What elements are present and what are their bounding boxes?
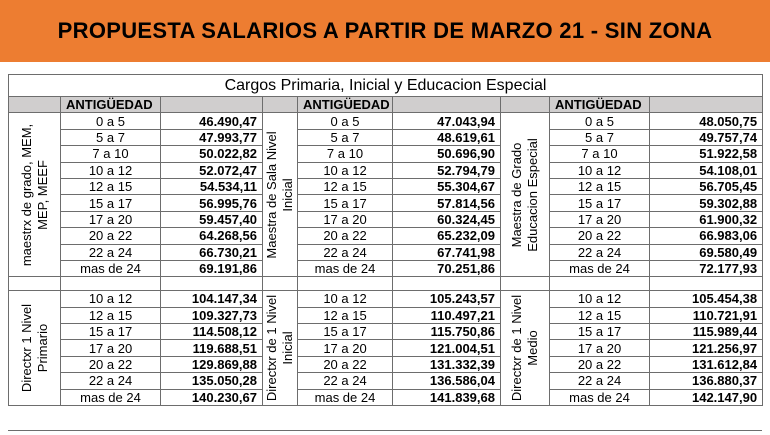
seniority-range: 15 a 17 <box>550 324 650 340</box>
salary-value: 109.327,73 <box>161 307 263 323</box>
seniority-range: mas de 24 <box>298 389 393 405</box>
seniority-range: 0 a 5 <box>550 113 650 129</box>
spacer-cell <box>263 277 298 291</box>
seniority-range: 15 a 17 <box>298 195 393 211</box>
salary-value: 110.497,21 <box>393 307 501 323</box>
table-row <box>9 146 763 162</box>
section-title: Cargos Primaria, Inicial y Educacion Especial <box>9 75 763 97</box>
seniority-range: 10 a 12 <box>550 291 650 307</box>
seniority-range: 7 a 10 <box>550 146 650 162</box>
salary-value: 141.839,68 <box>393 389 501 405</box>
category-label-cell <box>9 113 61 277</box>
salary-value: 69.191,86 <box>161 260 263 276</box>
header-blank-cell <box>161 97 263 113</box>
antiguedad-header: ANTIGÜEDAD <box>298 97 393 113</box>
table-row <box>9 211 763 227</box>
seniority-range: 17 a 20 <box>61 211 161 227</box>
salary-value: 66.730,21 <box>161 244 263 260</box>
salary-value: 51.922,58 <box>650 146 763 162</box>
header-blank-cell <box>393 97 501 113</box>
salary-value: 49.757,74 <box>650 129 763 145</box>
salary-table-body <box>9 75 763 406</box>
spacer-cell <box>61 277 161 291</box>
seniority-range: 10 a 12 <box>298 291 393 307</box>
salary-value: 56.705,45 <box>650 178 763 194</box>
salary-value: 50.696,90 <box>393 146 501 162</box>
salary-value: 119.688,51 <box>161 340 263 356</box>
seniority-range: mas de 24 <box>298 260 393 276</box>
salary-value: 121.256,97 <box>650 340 763 356</box>
salary-value: 52.794,79 <box>393 162 501 178</box>
header-blank-cell <box>650 97 763 113</box>
salary-value: 47.043,94 <box>393 113 501 129</box>
salary-value: 131.612,84 <box>650 356 763 372</box>
salary-value: 129.869,88 <box>161 356 263 372</box>
salary-value: 136.586,04 <box>393 373 501 389</box>
seniority-range: 5 a 7 <box>61 129 161 145</box>
seniority-range: 20 a 22 <box>61 228 161 244</box>
salary-value: 52.072,47 <box>161 162 263 178</box>
table-row <box>9 356 763 372</box>
seniority-range: 22 a 24 <box>61 244 161 260</box>
seniority-range: 17 a 20 <box>61 340 161 356</box>
seniority-range: 12 a 15 <box>61 307 161 323</box>
salary-value: 60.324,45 <box>393 211 501 227</box>
seniority-range: mas de 24 <box>550 260 650 276</box>
salary-value: 56.995,76 <box>161 195 263 211</box>
table-row <box>9 389 763 405</box>
spacer-cell <box>9 277 61 291</box>
salary-value: 140.230,67 <box>161 389 263 405</box>
spacer-cell <box>501 277 550 291</box>
seniority-range: 20 a 22 <box>550 356 650 372</box>
table-row <box>9 129 763 145</box>
seniority-range: 15 a 17 <box>61 324 161 340</box>
antiguedad-header: ANTIGÜEDAD <box>61 97 161 113</box>
salary-value: 48.619,61 <box>393 129 501 145</box>
salary-table <box>8 74 763 406</box>
seniority-range: 0 a 5 <box>298 113 393 129</box>
salary-value: 50.022,82 <box>161 146 263 162</box>
table-row <box>9 162 763 178</box>
table-row <box>9 340 763 356</box>
seniority-range: 22 a 24 <box>550 373 650 389</box>
spacer-cell <box>650 277 763 291</box>
salary-value: 48.050,75 <box>650 113 763 129</box>
salary-value: 105.243,57 <box>393 291 501 307</box>
salary-value: 55.304,67 <box>393 178 501 194</box>
spacer-row <box>9 277 763 291</box>
salary-value: 131.332,39 <box>393 356 501 372</box>
seniority-range: 17 a 20 <box>550 340 650 356</box>
category-label: maestrx de grado, MEM, MEP, MEEF <box>18 123 50 267</box>
seniority-range: 10 a 12 <box>550 162 650 178</box>
seniority-range: 15 a 17 <box>298 324 393 340</box>
spacer-cell <box>550 277 650 291</box>
category-label-cell <box>263 113 298 277</box>
seniority-range: 20 a 22 <box>298 356 393 372</box>
seniority-range: 22 a 24 <box>61 373 161 389</box>
seniority-range: 20 a 22 <box>550 228 650 244</box>
table-row <box>9 291 763 307</box>
category-label: Directxr 1 Nivel Primario <box>18 304 50 393</box>
seniority-range: 0 a 5 <box>61 113 161 129</box>
seniority-range: 12 a 15 <box>298 178 393 194</box>
category-label: Maestra de Grado Educacion Especial <box>509 138 540 252</box>
salary-value: 115.989,44 <box>650 324 763 340</box>
table-row <box>9 260 763 276</box>
salary-value: 121.004,51 <box>393 340 501 356</box>
table-row <box>9 178 763 194</box>
salary-value: 65.232,09 <box>393 228 501 244</box>
table-row <box>9 195 763 211</box>
table-row <box>9 228 763 244</box>
header-blank-cell <box>501 97 550 113</box>
spacer-cell <box>161 277 263 291</box>
salary-value: 114.508,12 <box>161 324 263 340</box>
salary-value: 142.147,90 <box>650 389 763 405</box>
seniority-range: mas de 24 <box>550 389 650 405</box>
seniority-range: 17 a 20 <box>298 211 393 227</box>
salary-value: 66.983,06 <box>650 228 763 244</box>
seniority-range: 12 a 15 <box>61 178 161 194</box>
table-row <box>9 113 763 129</box>
seniority-range: 5 a 7 <box>298 129 393 145</box>
salary-value: 54.108,01 <box>650 162 763 178</box>
seniority-range: 15 a 17 <box>550 195 650 211</box>
seniority-range: 20 a 22 <box>298 228 393 244</box>
table-bottom-border <box>8 430 762 431</box>
category-label: Maestra de Sala Nivel Inicial <box>264 131 295 259</box>
seniority-range: 20 a 22 <box>61 356 161 372</box>
salary-value: 64.268,56 <box>161 228 263 244</box>
seniority-range: 12 a 15 <box>550 307 650 323</box>
seniority-range: 5 a 7 <box>550 129 650 145</box>
seniority-range: 22 a 24 <box>298 244 393 260</box>
category-label-cell <box>9 291 61 406</box>
antiguedad-header: ANTIGÜEDAD <box>550 97 650 113</box>
spacer-cell <box>393 277 501 291</box>
salary-value: 110.721,91 <box>650 307 763 323</box>
salary-value: 54.534,11 <box>161 178 263 194</box>
salary-value: 105.454,38 <box>650 291 763 307</box>
salary-value: 59.457,40 <box>161 211 263 227</box>
salary-value: 70.251,86 <box>393 260 501 276</box>
seniority-range: mas de 24 <box>61 260 161 276</box>
seniority-range: mas de 24 <box>61 389 161 405</box>
salary-value: 72.177,93 <box>650 260 763 276</box>
salary-value: 135.050,28 <box>161 373 263 389</box>
table-row <box>9 373 763 389</box>
salary-value: 46.490,47 <box>161 113 263 129</box>
table-row <box>9 307 763 323</box>
category-label-cell <box>501 291 550 406</box>
salary-value: 115.750,86 <box>393 324 501 340</box>
salary-table-container <box>8 74 762 406</box>
table-row <box>9 244 763 260</box>
salary-value: 104.147,34 <box>161 291 263 307</box>
seniority-range: 12 a 15 <box>298 307 393 323</box>
category-label-cell <box>501 113 550 277</box>
section-title-row <box>9 75 763 97</box>
table-row <box>9 324 763 340</box>
salary-value: 69.580,49 <box>650 244 763 260</box>
category-label: Directxr de 1 Nivel Medio <box>509 295 540 402</box>
seniority-range: 17 a 20 <box>550 211 650 227</box>
seniority-range: 10 a 12 <box>298 162 393 178</box>
seniority-range: 22 a 24 <box>298 373 393 389</box>
salary-value: 61.900,32 <box>650 211 763 227</box>
header-blank-cell <box>9 97 61 113</box>
page-title: PROPUESTA SALARIOS A PARTIR DE MARZO 21 - SIN ZONA <box>57 18 713 43</box>
category-label: Directxr de 1 Nivel Inicial <box>264 295 295 402</box>
header-blank-cell <box>263 97 298 113</box>
seniority-range: 17 a 20 <box>298 340 393 356</box>
salary-value: 57.814,56 <box>393 195 501 211</box>
spacer-cell <box>298 277 393 291</box>
seniority-range: 15 a 17 <box>61 195 161 211</box>
salary-value: 67.741,98 <box>393 244 501 260</box>
seniority-range: 12 a 15 <box>550 178 650 194</box>
header-row <box>9 97 763 113</box>
category-label-cell <box>263 291 298 406</box>
title-banner <box>0 0 770 62</box>
seniority-range: 7 a 10 <box>61 146 161 162</box>
seniority-range: 7 a 10 <box>298 146 393 162</box>
salary-value: 136.880,37 <box>650 373 763 389</box>
seniority-range: 22 a 24 <box>550 244 650 260</box>
salary-value: 47.993,77 <box>161 129 263 145</box>
seniority-range: 10 a 12 <box>61 291 161 307</box>
salary-value: 59.302,88 <box>650 195 763 211</box>
seniority-range: 10 a 12 <box>61 162 161 178</box>
